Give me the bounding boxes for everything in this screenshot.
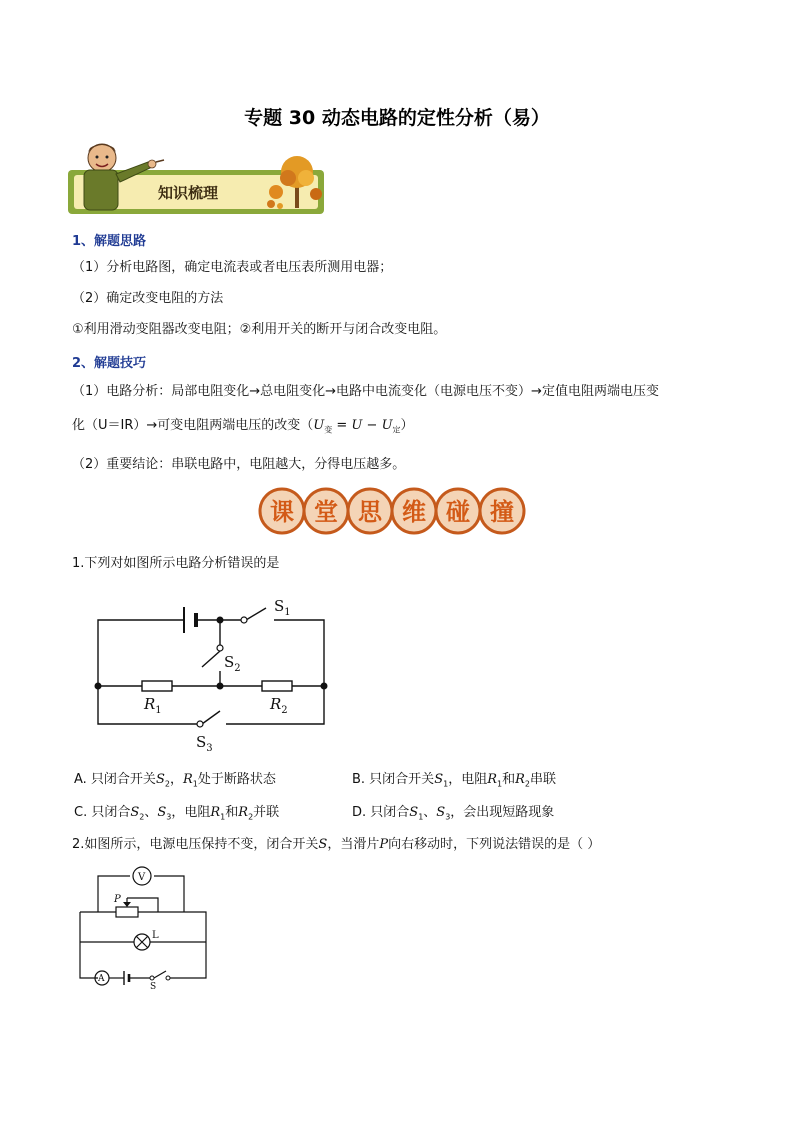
stamp-char-5: 碰 xyxy=(446,497,470,526)
formula-sub-fixed: 定 xyxy=(392,425,401,435)
question2-stem: 2.如图所示，电源电压保持不变，闭合开关S，当滑片P向右移动时，下列说法错误的是（ ） xyxy=(72,837,601,852)
label-r1: $R_1$ xyxy=(144,695,162,716)
question1-option-d: D. 只闭合$S_1$、$S_3$，会出现短路现象 xyxy=(352,805,555,822)
switch-s-contact-left xyxy=(150,976,154,980)
label-s1: $S_1$ xyxy=(274,597,291,618)
stamp-char-6: 撞 xyxy=(490,497,514,526)
formula-sub-change: 变 xyxy=(324,425,333,435)
junction-top xyxy=(217,617,224,624)
wire-slider xyxy=(127,898,158,912)
question1-option-b: B. 只闭合开关$S_1$，电阻$R_1$和$R_2$串联 xyxy=(352,772,557,789)
switch-s2-contact xyxy=(217,645,223,651)
label-lamp: L xyxy=(152,930,159,941)
switch-s1-blade xyxy=(246,608,266,620)
banner-label: 知识梳理 xyxy=(158,184,219,202)
formula-prefix: 化（U＝IR）→可变电阻两端电压的改变（ xyxy=(72,418,314,433)
formula-equals: = xyxy=(332,418,352,433)
section1-paragraph-1: （1）分析电路图，确定电流表或者电压表所测用电器； xyxy=(72,260,393,275)
section2-heading: 2、解题技巧 xyxy=(72,356,147,371)
label-r2: $R_2$ xyxy=(270,695,288,716)
formula-u-fixed: U xyxy=(381,418,393,433)
switch-s3-contact xyxy=(197,721,203,727)
switch-s3-blade xyxy=(202,711,220,724)
resistor-r2 xyxy=(262,681,292,691)
wire-top-left xyxy=(98,620,178,686)
wire-top-right xyxy=(274,620,324,686)
label-s2: $S_2$ xyxy=(224,653,241,674)
section1-paragraph-3: ①利用滑动变阻器改变电阻；②利用开关的断开与闭合改变电阻。 xyxy=(72,322,447,337)
stamp-char-1: 课 xyxy=(270,497,294,526)
wire-top-right xyxy=(138,912,206,978)
page-title: 专题 30 动态电路的定性分析（易） xyxy=(244,107,550,129)
stamp-char-4: 维 xyxy=(402,497,426,526)
label-slider-p: P xyxy=(114,894,121,905)
label-ammeter: A xyxy=(98,974,105,984)
label-s3: $S_3$ xyxy=(196,733,213,754)
stamp-char-3: 思 xyxy=(358,497,382,526)
resistor-r1 xyxy=(142,681,172,691)
question1-option-c: C. 只闭合$S_2$、$S_3$，电阻$R_1$和$R_2$并联 xyxy=(74,805,280,822)
switch-s-blade xyxy=(154,971,166,978)
slider-arrow-icon xyxy=(123,902,131,907)
section2-paragraph-1a: （1）电路分析：局部电阻变化→总电阻变化→电路中电流变化（电源电压不变）→定值电阻两端电压变 xyxy=(72,384,659,399)
wire-left-side xyxy=(80,912,98,978)
section1-heading: 1、解题思路 xyxy=(72,234,147,249)
label-voltmeter: V xyxy=(138,872,146,883)
switch-s-contact-right xyxy=(166,976,170,980)
switch-s2-blade xyxy=(202,651,220,667)
question1-option-a: A. 只闭合开关$S_2$，$R_1$处于断路状态 xyxy=(74,772,276,789)
label-switch-s: S xyxy=(150,982,157,990)
question2-circuit-diagram xyxy=(74,858,214,990)
question1-stem: 1.下列对如图所示电路分析错误的是 xyxy=(72,556,280,571)
formula-suffix: ） xyxy=(400,418,414,433)
section2-paragraph-2: （2）重要结论：串联电路中，电阻越大，分得电压越多。 xyxy=(72,457,406,472)
classroom-stamp-banner xyxy=(258,486,530,536)
question1-circuit-diagram xyxy=(86,583,332,755)
lamp-cross-icon xyxy=(136,936,148,948)
junction-middle xyxy=(217,683,224,690)
formula-minus: − xyxy=(362,418,382,433)
formula-u: U xyxy=(313,418,325,433)
rheostat-body xyxy=(116,907,138,917)
stamp-char-2: 堂 xyxy=(314,497,338,526)
knowledge-banner xyxy=(66,140,326,216)
section2-paragraph-1b xyxy=(72,418,414,439)
junction-left xyxy=(95,683,102,690)
formula-u-total: U xyxy=(351,418,363,433)
switch-s1-contact xyxy=(241,617,247,623)
junction-right xyxy=(321,683,328,690)
section1-paragraph-2: （2）确定改变电阻的方法 xyxy=(72,291,224,306)
